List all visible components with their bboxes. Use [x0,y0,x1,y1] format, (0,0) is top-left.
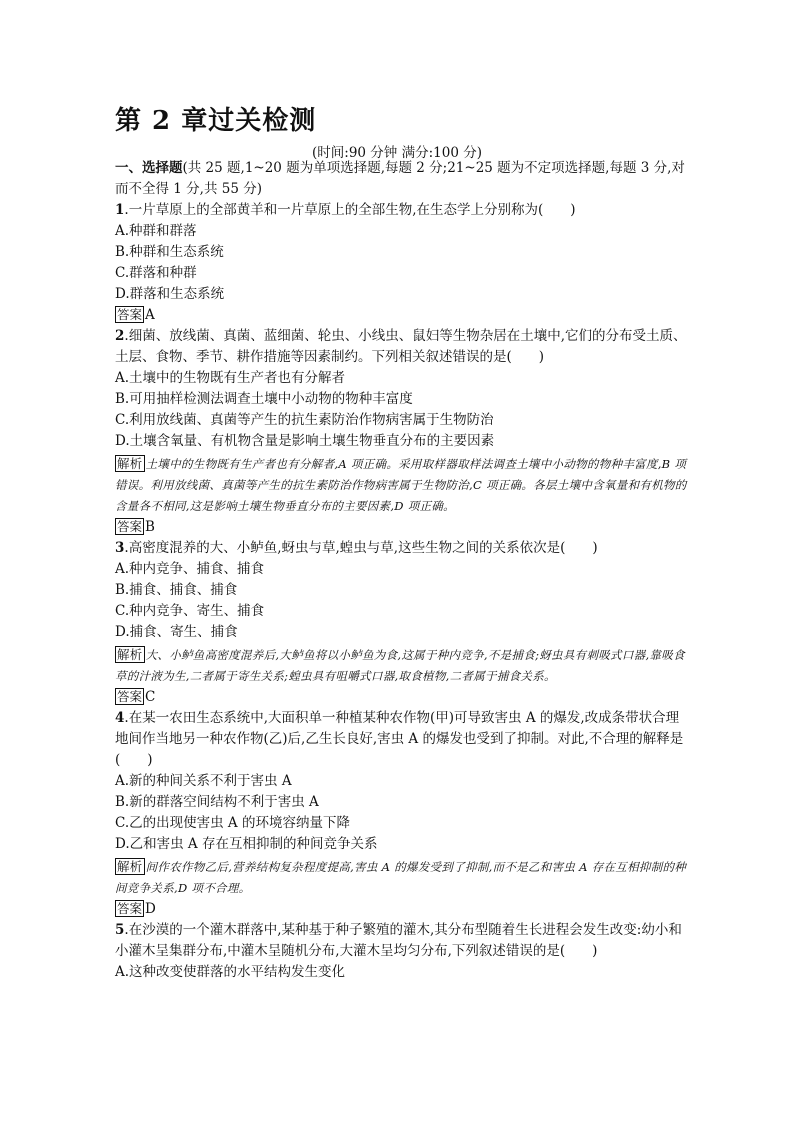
analysis-text: 大、小鲈鱼高密度混养后,大鲈鱼将以小鲈鱼为食,这属于种内竞争,不是捕食;蚜虫具有刺吸式口器,靠吸食草的汁液为生,二者属于寄生关系;蝗虫具有咀嚼式口器,取食植物,二者属于捕食关系。 [115,648,685,683]
answer-value: D [145,901,156,917]
question-list [115,158,687,983]
question-text: .在沙漠的一个灌木群落中,某种基于种子繁殖的灌木,其分布型随着生长进程会发生改变:幼小和小灌木呈集群分布,中灌木呈随机分布,大灌木呈均匀分布,下列叙述错误的是( ) [115,922,682,959]
question-stem [115,200,687,221]
option-c: C.群落和种群 [115,265,197,281]
answer-line [115,305,687,326]
analysis-tag: 解析 [117,456,143,471]
question-3 [115,538,687,708]
question-stem [115,708,687,771]
question-text: .高密度混养的大、小鲈鱼,蚜虫与草,蝗虫与草,这些生物之间的关系依次是( ) [124,540,598,556]
answer-tag: 答案 [117,901,143,916]
answer-tag: 答案 [117,519,143,534]
option-a: A.这种改变使群落的水平结构发生变化 [115,964,346,980]
question-stem [115,538,687,559]
question-1 [115,200,687,326]
option-b: B.可用抽样检测法调查土壤中小动物的物种丰富度 [115,391,413,407]
question-5 [115,920,687,983]
analysis-tag: 解析 [117,647,143,662]
question-number: 4 [115,710,125,726]
option-d: D.土壤含氧量、有机物含量是影响土壤生物垂直分布的主要因素 [115,433,495,449]
section-intro [115,158,687,200]
option-d: D.乙和害虫 A 存在互相抑制的种间竞争关系 [115,836,378,852]
section-heading: 一、选择题 [115,160,183,176]
question-number: 2 [115,328,125,344]
question-number: 1 [115,202,125,218]
question-text: .细菌、放线菌、真菌、蓝细菌、轮虫、小线虫、鼠妇等生物杂居在土壤中,它们的分布受土质、土层、食物、季节、耕作措施等因素制约。下列相关叙述错误的是( ) [115,328,687,365]
option-b: B.种群和生态系统 [115,244,224,260]
option-c: C.利用放线菌、真菌等产生的抗生素防治作物病害属于生物防治 [115,412,494,428]
question-stem [115,326,687,368]
answer-value: A [145,307,155,323]
answer-tag: 答案 [117,307,143,322]
option-b: B.新的群落空间结构不利于害虫 A [115,794,319,810]
question-text: .在某一农田生态系统中,大面积单一种植某种农作物(甲)可导致害虫 A 的爆发,改成条带状合理地间作当地另一种农作物(乙)后,乙生长良好,害虫 A 的爆发也受到了抑制。对此,不合理的解释是( ) [115,710,684,768]
question-2 [115,326,687,538]
question-4 [115,708,687,920]
answer-value: C [145,689,156,705]
question-stem [115,920,687,962]
option-a: A.种内竞争、捕食、捕食 [115,561,265,577]
question-number: 5 [115,922,125,938]
option-b: B.捕食、捕食、捕食 [115,582,238,598]
answer-line [115,517,687,538]
analysis-text: 间作农作物乙后,营养结构复杂程度提高,害虫 A 的爆发受到了抑制,而不是乙和害虫 A 存在互相抑制的种间竞争关系,D 项不合理。 [115,860,687,895]
question-number: 3 [115,540,125,556]
answer-value: B [145,519,155,535]
analysis-text: 土壤中的生物既有生产者也有分解者,A 项正确。采用取样器取样法调查土壤中小动物的物种丰富度,B 项错误。利用放线菌、真菌等产生的抗生素防治作物病害属于生物防治,C 项正确。各层土壤中含氧量和有机物的含量各不相同,这是影响土壤生物垂直分布的主要因素,D 项正确。 [115,457,687,513]
option-a: A.新的种间关系不利于害虫 A [115,773,292,789]
option-d: D.群落和生态系统 [115,286,225,302]
option-a: A.种群和群落 [115,223,197,239]
analysis-block [115,645,687,687]
analysis-tag: 解析 [117,859,143,874]
option-a: A.土壤中的生物既有生产者也有分解者 [115,370,346,386]
page-title: 第 2 章过关检测 [115,106,317,136]
section-instructions: (共 25 题,1~20 题为单项选择题,每题 2 分;21~25 题为不定项选择题,每题 3 分,对而不全得 1 分,共 55 分) [115,160,685,197]
option-d: D.捕食、寄生、捕食 [115,624,238,640]
question-text: .一片草原上的全部黄羊和一片草原上的全部生物,在生态学上分别称为( ) [124,202,576,218]
option-c: C.乙的出现使害虫 A 的环境容纳量下降 [115,815,350,831]
analysis-block [115,454,687,517]
answer-tag: 答案 [117,689,143,704]
option-c: C.种内竞争、寄生、捕食 [115,603,265,619]
answer-line [115,899,687,920]
analysis-block [115,857,687,899]
answer-line [115,687,687,708]
exam-meta: (时间:90 分钟 满分:100 分) [312,145,482,161]
